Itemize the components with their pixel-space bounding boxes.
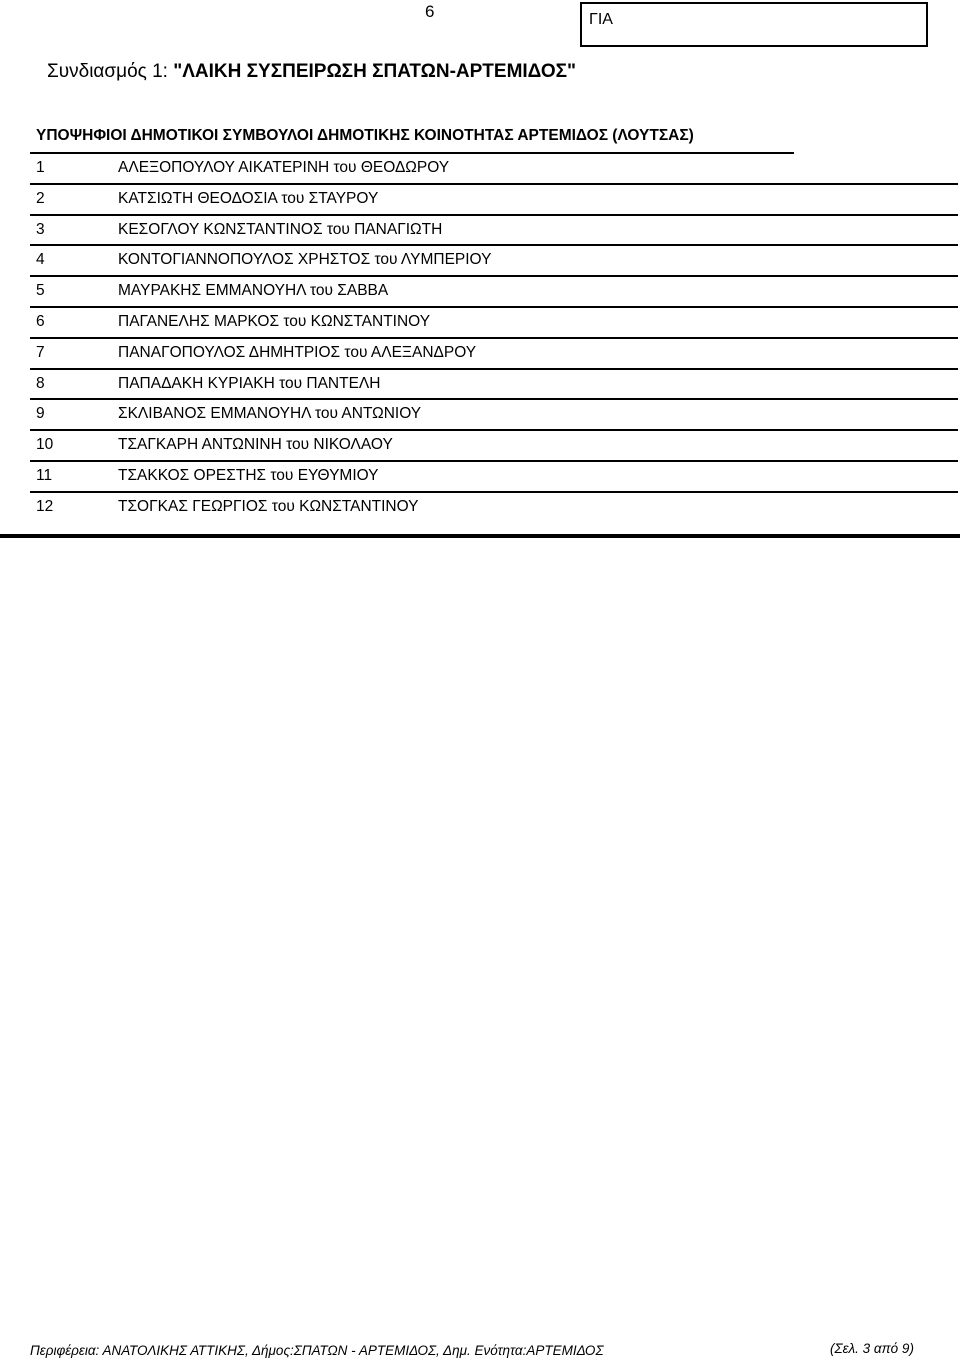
candidate-number: 11 xyxy=(36,466,53,484)
candidate-row xyxy=(30,368,958,399)
candidate-name: ΚΕΣΟΓΛΟΥ ΚΩΝΣΤΑΝΤΙΝΟΣ του ΠΑΝΑΓΙΩΤΗ xyxy=(118,220,443,238)
candidate-number: 2 xyxy=(36,189,45,207)
candidate-number: 6 xyxy=(36,312,45,330)
candidate-name: ΚΑΤΣΙΩΤΗ ΘΕΟΔΟΣΙΑ του ΣΤΑΥΡΟΥ xyxy=(118,189,379,207)
candidate-row xyxy=(30,398,958,429)
candidate-row xyxy=(30,275,958,306)
candidate-name: ΤΣΑΓΚΑΡΗ ΑΝΤΩΝΙΝΗ του ΝΙΚΟΛΑΟΥ xyxy=(118,436,393,454)
page-number: 6 xyxy=(425,2,435,21)
list-bottom-rule xyxy=(0,534,960,538)
footer-location: Περιφέρεια: ΑΝΑΤΟΛΙΚΗΣ ΑΤΤΙΚΗΣ, Δήμος:ΣΠΑΤΩΝ - ΑΡΤΕΜΙΔΟΣ, Δημ. Ενότητα:ΑΡΤΕΜΙΔΟΣ xyxy=(30,1343,604,1358)
candidate-number: 9 xyxy=(36,405,45,423)
candidate-list xyxy=(30,152,958,522)
candidate-name: ΑΛΕΞΟΠΟΥΛΟΥ ΑΙΚΑΤΕΡΙΝΗ του ΘΕΟΔΩΡΟΥ xyxy=(118,159,450,176)
candidate-row xyxy=(30,214,958,245)
candidate-name: ΤΣΟΓΚΑΣ ΓΕΩΡΓΙΟΣ του ΚΩΝΣΤΑΝΤΙΝΟΥ xyxy=(118,497,419,515)
section-heading: ΥΠΟΨΗΦΙΟΙ ΔΗΜΟΤΙΚΟΙ ΣΥΜΒΟΥΛΟΙ ΔΗΜΟΤΙΚΗΣ ΚΟΙΝΟΤΗΤΑΣ ΑΡΤΕΜΙΔΟΣ (ΛΟΥΤΣΑΣ) xyxy=(36,127,694,144)
candidate-name: ΤΣΑΚΚΟΣ ΟΡΕΣΤΗΣ του ΕΥΘΥΜΙΟΥ xyxy=(118,466,379,484)
candidate-name: ΠΑΠΑΔΑΚΗ ΚΥΡΙΑΚΗ του ΠΑΝΤΕΛΗ xyxy=(118,374,381,392)
candidate-number: 10 xyxy=(36,436,54,454)
candidate-name: ΠΑΝΑΓΟΠΟΥΛΟΣ ΔΗΜΗΤΡΙΟΣ του ΑΛΕΞΑΝΔΡΟΥ xyxy=(118,343,477,361)
candidate-number: 12 xyxy=(36,497,54,515)
candidate-row xyxy=(30,491,958,522)
candidate-row xyxy=(30,306,958,337)
candidate-number: 8 xyxy=(36,374,45,392)
candidate-name: ΠΑΓΑΝΕΛΗΣ ΜΑΡΚΟΣ του ΚΩΝΣΤΑΝΤΙΝΟΥ xyxy=(118,312,431,330)
combination-title xyxy=(47,61,576,83)
combination-name: "ΛΑΙΚΗ ΣΥΣΠΕΙΡΩΣΗ ΣΠΑΤΩΝ-ΑΡΤΕΜΙΔΟΣ" xyxy=(173,61,577,82)
candidate-row xyxy=(30,152,794,183)
candidate-number: 5 xyxy=(36,282,45,300)
candidate-number: 4 xyxy=(36,251,45,269)
candidate-row xyxy=(30,337,958,368)
candidate-number: 1 xyxy=(36,159,45,176)
candidate-number: 3 xyxy=(36,220,45,238)
candidate-name: ΚΟΝΤΟΓΙΑΝΝΟΠΟΥΛΟΣ ΧΡΗΣΤΟΣ του ΛΥΜΠΕΡΙΟΥ xyxy=(118,251,492,269)
candidate-row xyxy=(30,429,958,460)
candidate-row xyxy=(30,183,958,214)
candidate-number: 7 xyxy=(36,343,45,361)
candidate-name: ΜΑΥΡΑΚΗΣ ΕΜΜΑΝΟΥΗΛ του ΣΑΒΒΑ xyxy=(118,282,389,300)
combination-prefix: Συνδιασμός 1: xyxy=(47,61,174,82)
candidate-row xyxy=(30,244,958,275)
candidate-name: ΣΚΛΙΒΑΝΟΣ ΕΜΜΑΝΟΥΗΛ του ΑΝΤΩΝΙΟΥ xyxy=(118,405,422,423)
code-box-label: ΓΙΑ xyxy=(589,11,613,28)
candidate-row xyxy=(30,460,958,491)
code-box xyxy=(580,2,928,47)
footer-page-info: (Σελ. 3 από 9) xyxy=(830,1341,914,1356)
